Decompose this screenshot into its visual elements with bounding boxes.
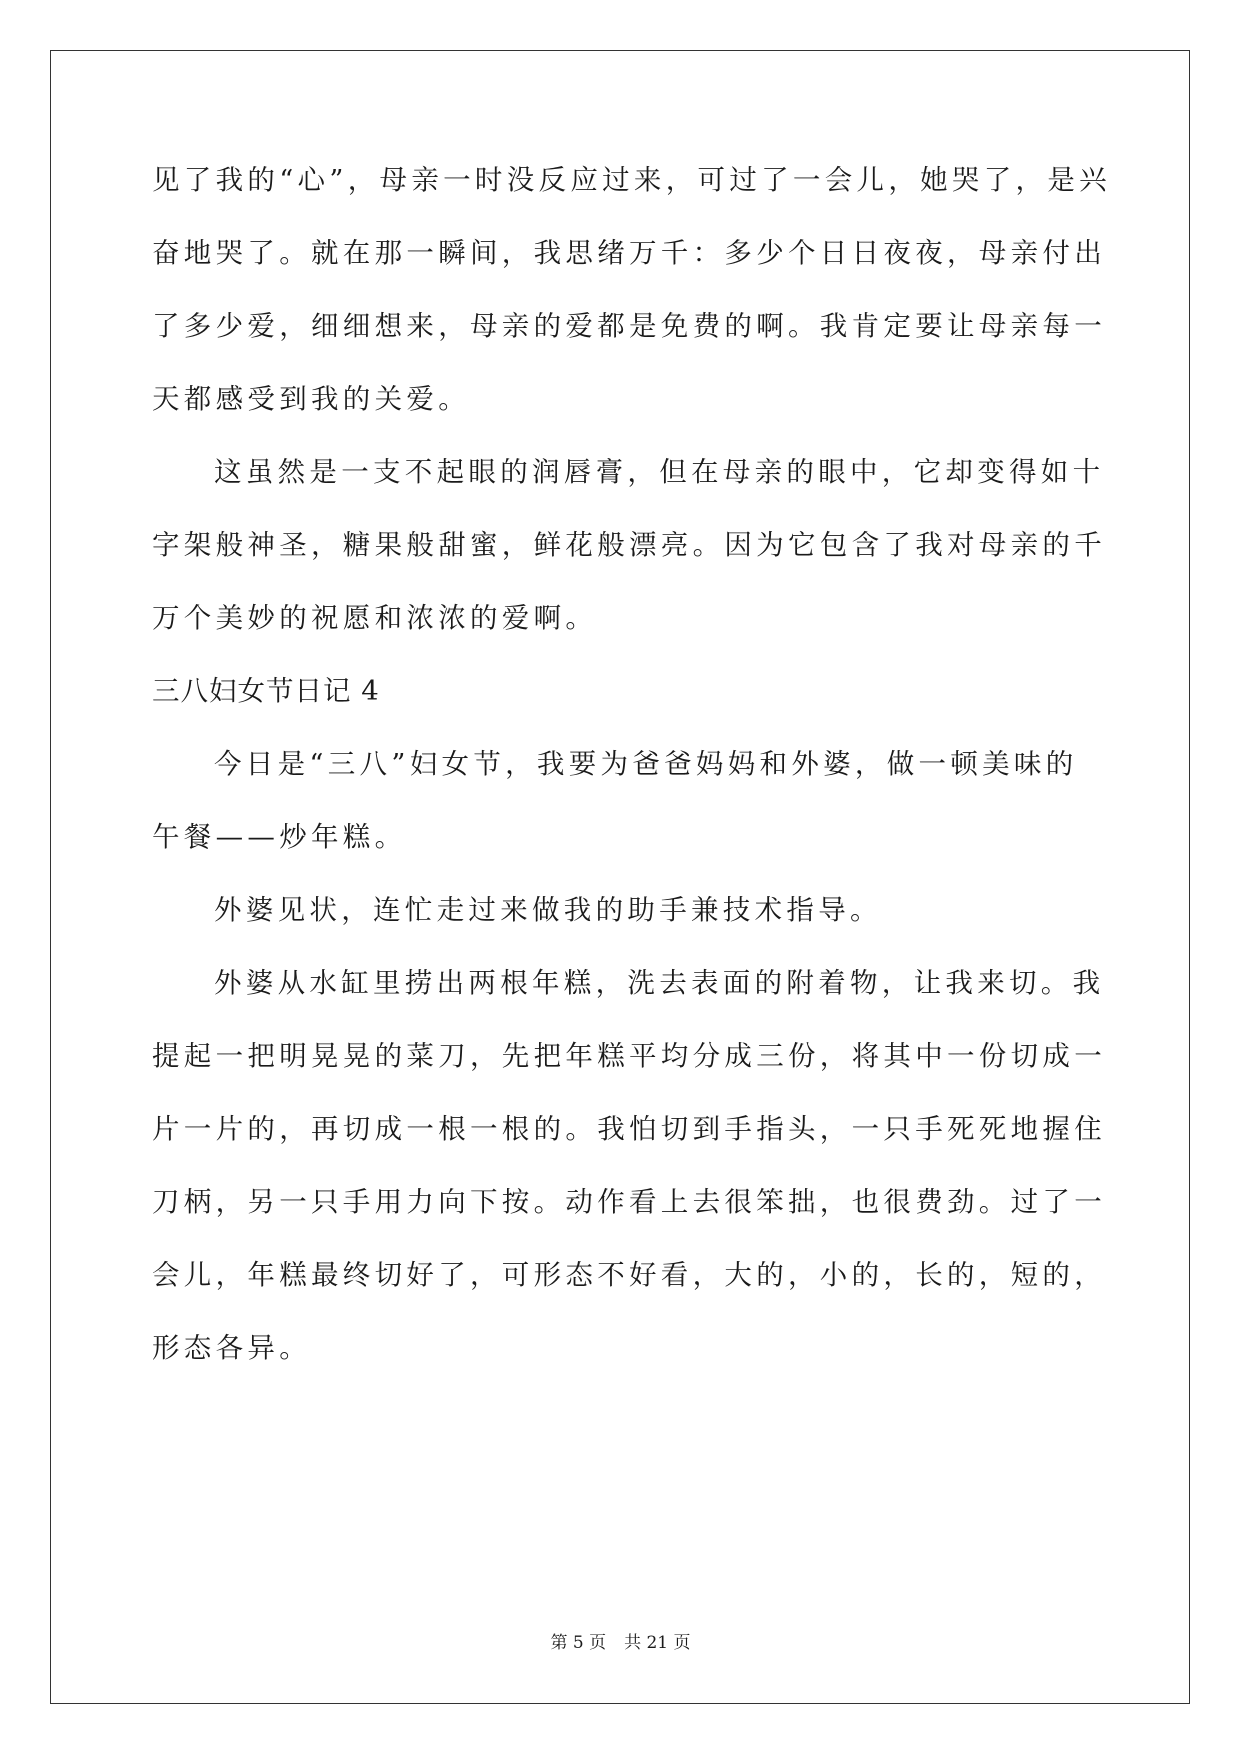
paragraph-first-line: 外婆见状，连忙走过来做我的助手兼技术指导。 — [214, 894, 882, 926]
page-number: 第 5 页 — [550, 1633, 607, 1653]
paragraph-first-line: 外婆从水缸里捞出两根年糕，洗去表面的附着物，让我来切。我 — [214, 967, 1105, 999]
text-line: 万个美妙的祝愿和浓浓的爱啊。 — [152, 602, 598, 634]
text-line: 提起一把明晃晃的菜刀，先把年糕平均分成三份，将其中一份切成一 — [152, 1040, 1106, 1072]
document-body — [152, 162, 1111, 1403]
section-heading: 三八妇女节日记 4 — [152, 675, 380, 707]
text-line: 见了我的“心”，母亲一时没反应过来，可过了一会儿，她哭了，是兴 — [152, 164, 1111, 196]
text-line: 会儿，年糕最终切好了，可形态不好看，大的，小的，长的，短的， — [152, 1259, 1106, 1291]
page-footer — [0, 1632, 1241, 1654]
text-line: 字架般神圣，糖果般甜蜜，鲜花般漂亮。因为它包含了我对母亲的千 — [152, 529, 1106, 561]
text-line: 天都感受到我的关爱。 — [152, 383, 470, 415]
paragraph-first-line: 今日是“三八”妇女节，我要为爸爸妈妈和外婆，做一顿美味的 — [214, 748, 1078, 780]
paragraph-first-line: 这虽然是一支不起眼的润唇膏，但在母亲的眼中，它却变得如十 — [214, 456, 1105, 488]
page-total: 共 21 页 — [624, 1633, 691, 1653]
text-line: 片一片的，再切成一根一根的。我怕切到手指头，一只手死死地握住 — [152, 1113, 1106, 1145]
text-line: 形态各异。 — [152, 1332, 311, 1364]
text-line: 午餐——炒年糕。 — [152, 821, 407, 853]
text-line: 了多少爱，细细想来，母亲的爱都是免费的啊。我肯定要让母亲每一 — [152, 310, 1106, 342]
text-line: 奋地哭了。就在那一瞬间，我思绪万千：多少个日日夜夜，母亲付出 — [152, 237, 1106, 269]
text-line: 刀柄，另一只手用力向下按。动作看上去很笨拙，也很费劲。过了一 — [152, 1186, 1106, 1218]
